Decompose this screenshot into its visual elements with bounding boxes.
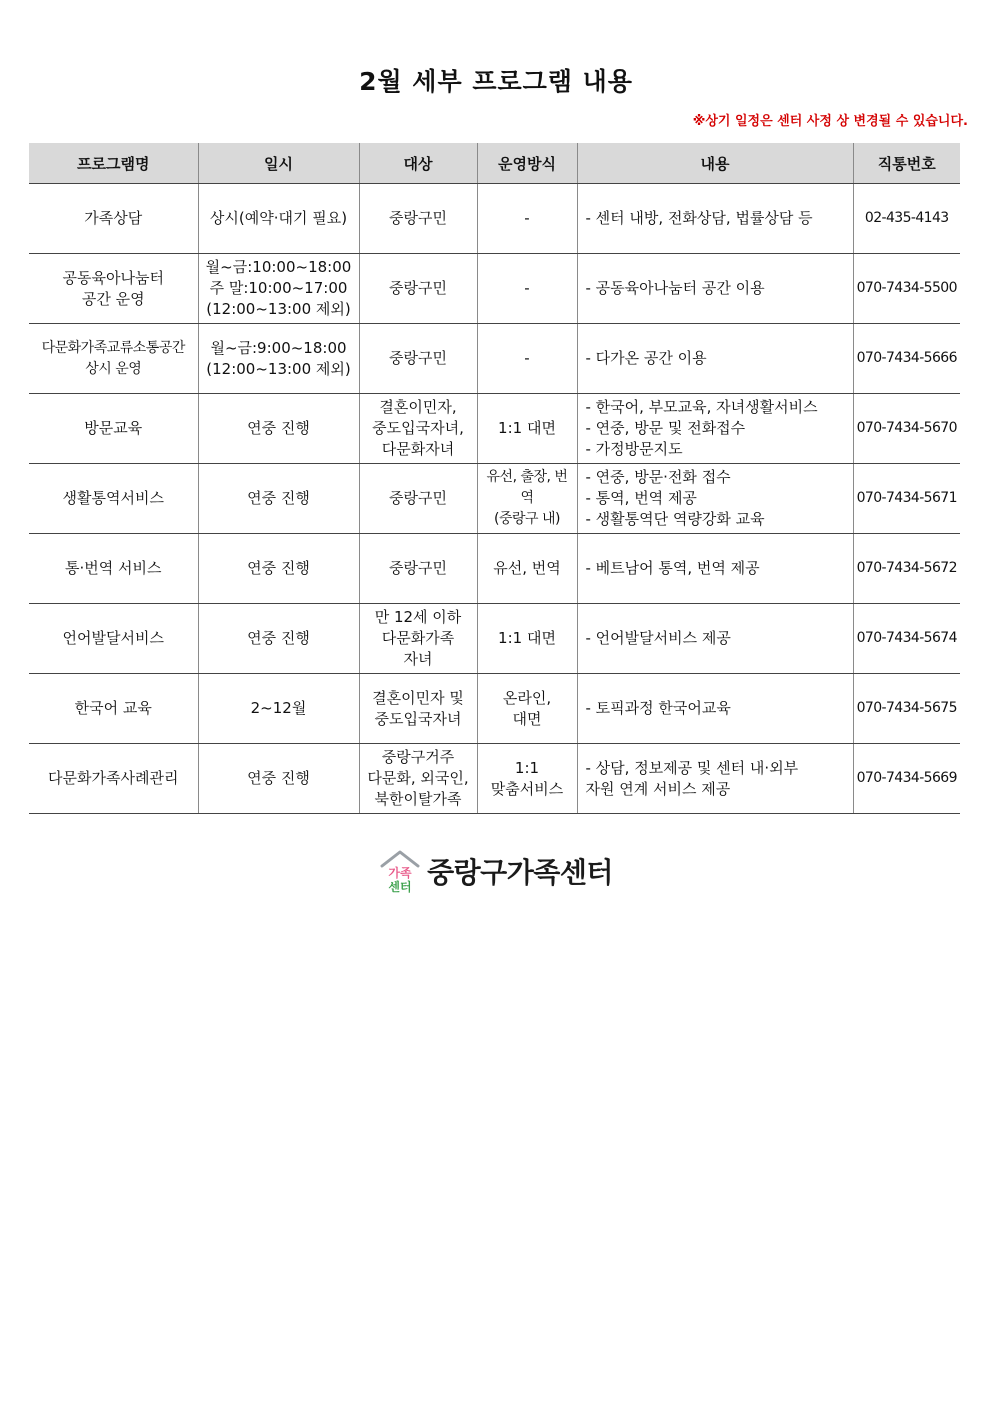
program-content: - 공동육아나눔터 공간 이용 [577, 254, 853, 324]
family-center-logo-icon [379, 848, 421, 894]
header-program-name: 프로그램명 [29, 143, 198, 184]
program-method: - [477, 184, 577, 254]
page-title: 2월 세부 프로그램 내용 [359, 67, 633, 96]
program-name: 방문교육 [29, 394, 198, 464]
program-target: 중랑구민 [359, 464, 477, 534]
program-date: 월~금:9:00~18:00 (12:00~13:00 제외) [198, 324, 359, 394]
logo-text: 중랑구가족센터 [427, 856, 613, 889]
program-method: 유선, 번역 [477, 534, 577, 604]
program-target: 중랑구민 [359, 254, 477, 324]
table-row [29, 674, 960, 744]
program-date: 월~금:10:00~18:00 주 말:10:00~17:00 (12:00~13:00 제외) [198, 254, 359, 324]
program-phone: 070-7434-5669 [853, 744, 960, 814]
program-phone: 070-7434-5500 [853, 254, 960, 324]
table-row [29, 254, 960, 324]
logo-mark-line1: 가족 [388, 866, 412, 880]
program-date: 연중 진행 [198, 534, 359, 604]
table-header-row [29, 143, 960, 184]
program-phone: 070-7434-5674 [853, 604, 960, 674]
program-name: 통·번역 서비스 [29, 534, 198, 604]
program-name: 생활통역서비스 [29, 464, 198, 534]
table-row [29, 184, 960, 254]
header-method: 운영방식 [477, 143, 577, 184]
program-target: 중랑구거주 다문화, 외국인, 북한이탈가족 [359, 744, 477, 814]
program-name: 한국어 교육 [29, 674, 198, 744]
program-target: 결혼이민자, 중도입국자녀, 다문화자녀 [359, 394, 477, 464]
program-phone: 070-7434-5671 [853, 464, 960, 534]
header-content: 내용 [577, 143, 853, 184]
program-date: 연중 진행 [198, 604, 359, 674]
program-method: - [477, 324, 577, 394]
logo-mark-line2: 센터 [388, 880, 412, 894]
program-method: 1:1 대면 [477, 604, 577, 674]
program-content: - 연중, 방문·전화 접수 - 통역, 번역 제공 - 생활통역단 역량강화 교육 [577, 464, 853, 534]
program-target: 만 12세 이하 다문화가족 자녀 [359, 604, 477, 674]
program-name: 공동육아나눔터 공간 운영 [29, 254, 198, 324]
program-method: 온라인, 대면 [477, 674, 577, 744]
program-target: 중랑구민 [359, 534, 477, 604]
program-date: 상시(예약·대기 필요) [198, 184, 359, 254]
program-date: 연중 진행 [198, 394, 359, 464]
program-method: 유선, 출장, 번역 (중랑구 내) [477, 464, 577, 534]
program-content: - 다가온 공간 이용 [577, 324, 853, 394]
program-content: - 베트남어 통역, 번역 제공 [577, 534, 853, 604]
schedule-change-notice: ※상기 일정은 센터 사정 상 변경될 수 있습니다. [692, 114, 968, 129]
program-content: - 한국어, 부모교육, 자녀생활서비스 - 연중, 방문 및 전화접수 - 가정방문지도 [577, 394, 853, 464]
table-row [29, 604, 960, 674]
program-content: - 토픽과정 한국어교육 [577, 674, 853, 744]
program-method: 1:1 대면 [477, 394, 577, 464]
program-target: 중랑구민 [359, 324, 477, 394]
program-phone: 070-7434-5672 [853, 534, 960, 604]
footer-logo [0, 848, 992, 894]
table-row [29, 324, 960, 394]
program-method: - [477, 254, 577, 324]
program-date: 2~12월 [198, 674, 359, 744]
table-row [29, 394, 960, 464]
program-content: - 언어발달서비스 제공 [577, 604, 853, 674]
program-content: - 상담, 정보제공 및 센터 내·외부 자원 연계 서비스 제공 [577, 744, 853, 814]
program-phone: 070-7434-5670 [853, 394, 960, 464]
program-content: - 센터 내방, 전화상담, 법률상담 등 [577, 184, 853, 254]
program-name: 가족상담 [29, 184, 198, 254]
program-date: 연중 진행 [198, 744, 359, 814]
table-row [29, 464, 960, 534]
program-phone: 070-7434-5666 [853, 324, 960, 394]
program-name: 다문화가족교류소통공간 상시 운영 [29, 324, 198, 394]
program-phone: 070-7434-5675 [853, 674, 960, 744]
program-name: 다문화가족사례관리 [29, 744, 198, 814]
program-phone: 02-435-4143 [853, 184, 960, 254]
table-row [29, 534, 960, 604]
program-target: 중랑구민 [359, 184, 477, 254]
table-row [29, 744, 960, 814]
header-target: 대상 [359, 143, 477, 184]
program-date: 연중 진행 [198, 464, 359, 534]
header-phone: 직통번호 [853, 143, 960, 184]
program-method: 1:1 맞춤서비스 [477, 744, 577, 814]
header-date: 일시 [198, 143, 359, 184]
program-name: 언어발달서비스 [29, 604, 198, 674]
program-table [29, 143, 960, 814]
program-target: 결혼이민자 및 중도입국자녀 [359, 674, 477, 744]
